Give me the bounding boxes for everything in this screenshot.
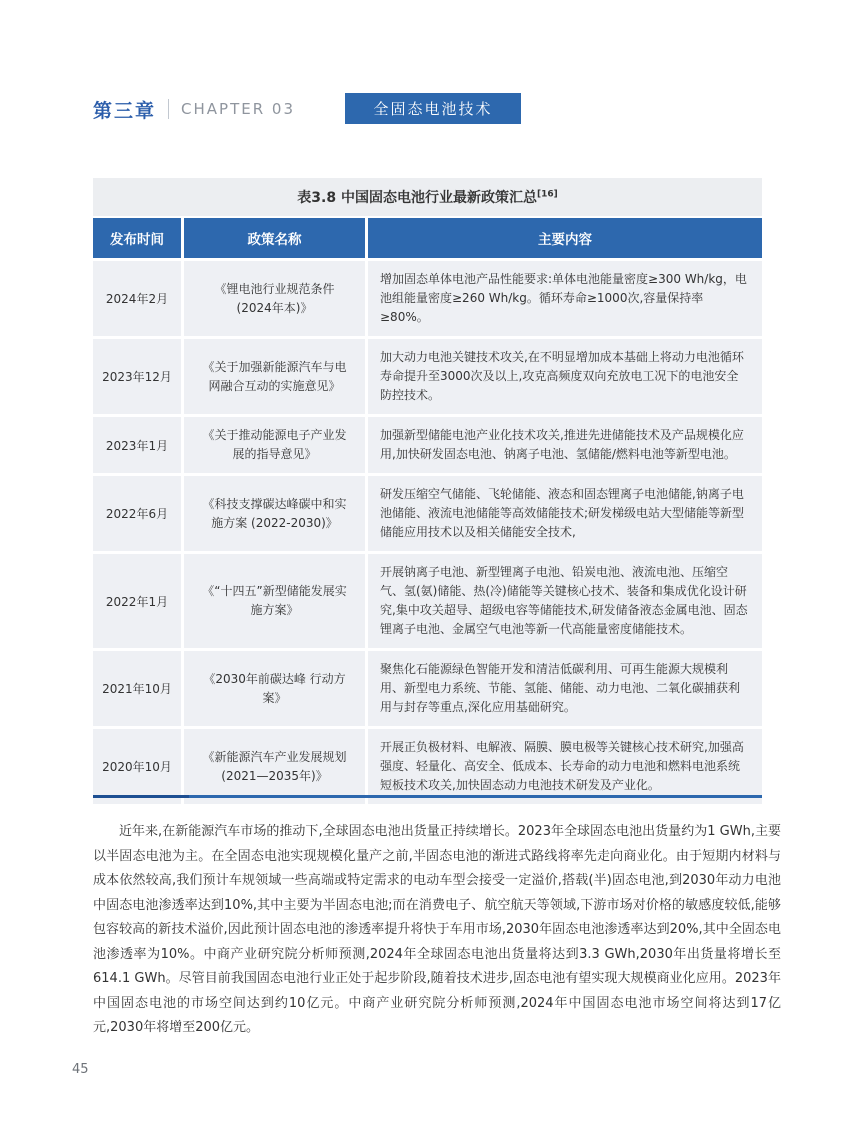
- cell-release-date: 2021年10月: [102, 682, 172, 696]
- cell-main-content: 增加固态单体电池产品性能要求:单体电池能量密度≥300 Wh/kg，电池组能量密度≥260 Wh/kg。循环寿命≥1000次,容量保持率≥80%。: [365, 261, 762, 336]
- table-title: [93, 178, 762, 216]
- cell-release-date: 2022年6月: [105, 507, 169, 521]
- cell-release-date: 2024年2月: [105, 292, 169, 306]
- cell-main-content: 研发压缩空气储能、飞轮储能、液态和固态锂离子电池储能,钠离子电池储能、液流电池储能等高效储能技术;研发梯级电站大型储能等新型储能应用技术以及相关储能安全技术,: [365, 476, 762, 551]
- page-header: [93, 93, 762, 125]
- header-divider: [168, 99, 169, 119]
- cell-policy-name: 《2030年前碳达峰 行动方案》: [181, 651, 365, 726]
- cell-release-date: 2023年12月: [102, 370, 172, 384]
- cell-main-content: 开展钠离子电池、新型锂离子电池、铅炭电池、液流电池、压缩空气、氢(氨)储能、热(冷)储能等关键核心技术、装备和集成优化设计研究,集中攻关超导、超级电容等储能技术,研发储备液态金属电池、固态锂离子电池、金属空气电池等新一代高能量密度储能技术。: [365, 554, 762, 648]
- table-title-text: 表3.8 中国固态电池行业最新政策汇总: [297, 190, 537, 206]
- cell-main-content: 开展正负极材料、电解液、隔膜、膜电极等关键核心技术研究,加强高强度、轻量化、高安全、低成本、长寿命的动力电池和燃料电池系统短板技术攻关,加快固态动力电池技术研发及产业化。: [365, 729, 762, 804]
- chapter-title-cn: 第三章: [93, 99, 157, 122]
- body-paragraph: 近年来,在新能源汽车市场的推动下,全球固态电池出货量正持续增长。2023年全球固态电池出货量约为1 GWh,主要以半固态电池为主。在全固态电池实现规模化量产之前,半固态电池的渐进式路线将率先走向商业化。由于短期内材料与成本依然较高,我们预计车规领域一些高端或特定需求的电动车型会接受一定溢价,搭载(半)固态电池,到2030年动力电池中固态电池渗透率达到10%,其中主要为半固态电池;而在消费电子、航空航天等领域,下游市场对价格的敏感度较低,能够包容较高的新技术溢价,因此预计固态电池的渗透率提升将快于车用市场,2030年固态电池渗透率达到20%,其中全固态电池渗透率为10%。中商产业研究院分析师预测,2024年全球固态电池出货量将达到3.3 GWh,2030年出货量将增长至614.1 GWh。尽管目前我国固态电池行业正处于起步阶段,随着技术进步,固态电池有望实现大规模商业化应用。2023年中国固态电池的市场空间达到约10亿元。中商产业研究院分析师预测,2024年中国固态电池市场空间将达到17亿元,2030年将增至200亿元。: [93, 824, 781, 1035]
- cell-release-date: 2022年1月: [105, 594, 169, 609]
- cell-main-content: 加大动力电池关键技术攻关,在不明显增加成本基础上将动力电池循环寿命提升至3000次及以上,攻克高频度双向充放电工况下的电池安全防控技术。: [365, 339, 762, 414]
- cell-release-date: 2020年10月: [102, 760, 172, 774]
- table-header-row: [93, 218, 762, 258]
- table-row: [93, 476, 762, 551]
- cell-policy-name: 《“十四五”新型储能发展实施方案》: [181, 554, 365, 648]
- table-row: [93, 339, 762, 414]
- cell-policy-name: 《科技支撑碳达峰碳中和实施方案 (2022-2030)》: [181, 476, 365, 551]
- column-header-date: 发布时间: [110, 232, 164, 248]
- cell-policy-name: 《关于加强新能源汽车与电网融合互动的实施意见》: [181, 339, 365, 414]
- cell-release-date: 2023年1月: [105, 438, 169, 453]
- table-row: [93, 554, 762, 648]
- cell-policy-name: 《锂电池行业规范条件 (2024年本)》: [181, 261, 365, 336]
- section-divider: [93, 795, 762, 798]
- column-header-policy: 政策名称: [181, 218, 365, 258]
- column-header-content: 主要内容: [365, 218, 762, 258]
- table-row: [93, 651, 762, 726]
- section-badge: 全固态电池技术: [345, 93, 521, 124]
- chapter-title-en: CHAPTER 03: [181, 100, 295, 118]
- policy-table: [93, 178, 762, 804]
- cell-policy-name: 《新能源汽车产业发展规划 (2021—2035年)》: [181, 729, 365, 804]
- cell-main-content: 聚焦化石能源绿色智能开发和清洁低碳利用、可再生能源大规模利用、新型电力系统、节能、氢能、储能、动力电池、二氧化碳捕获利用与封存等重点,深化应用基础研究。: [365, 651, 762, 726]
- table-row: [93, 261, 762, 336]
- cell-main-content: 加强新型储能电池产业化技术攻关,推进先进储能技术及产品规模化应用,加快研发固态电池、钠离子电池、氢储能/燃料电池等新型电池。: [365, 417, 762, 473]
- table-row: [93, 417, 762, 473]
- table-row: [93, 729, 762, 804]
- table-title-reference: [16]: [536, 189, 558, 200]
- page-number: 45: [72, 1062, 89, 1077]
- cell-policy-name: 《关于推动能源电子产业发展的指导意见》: [181, 417, 365, 473]
